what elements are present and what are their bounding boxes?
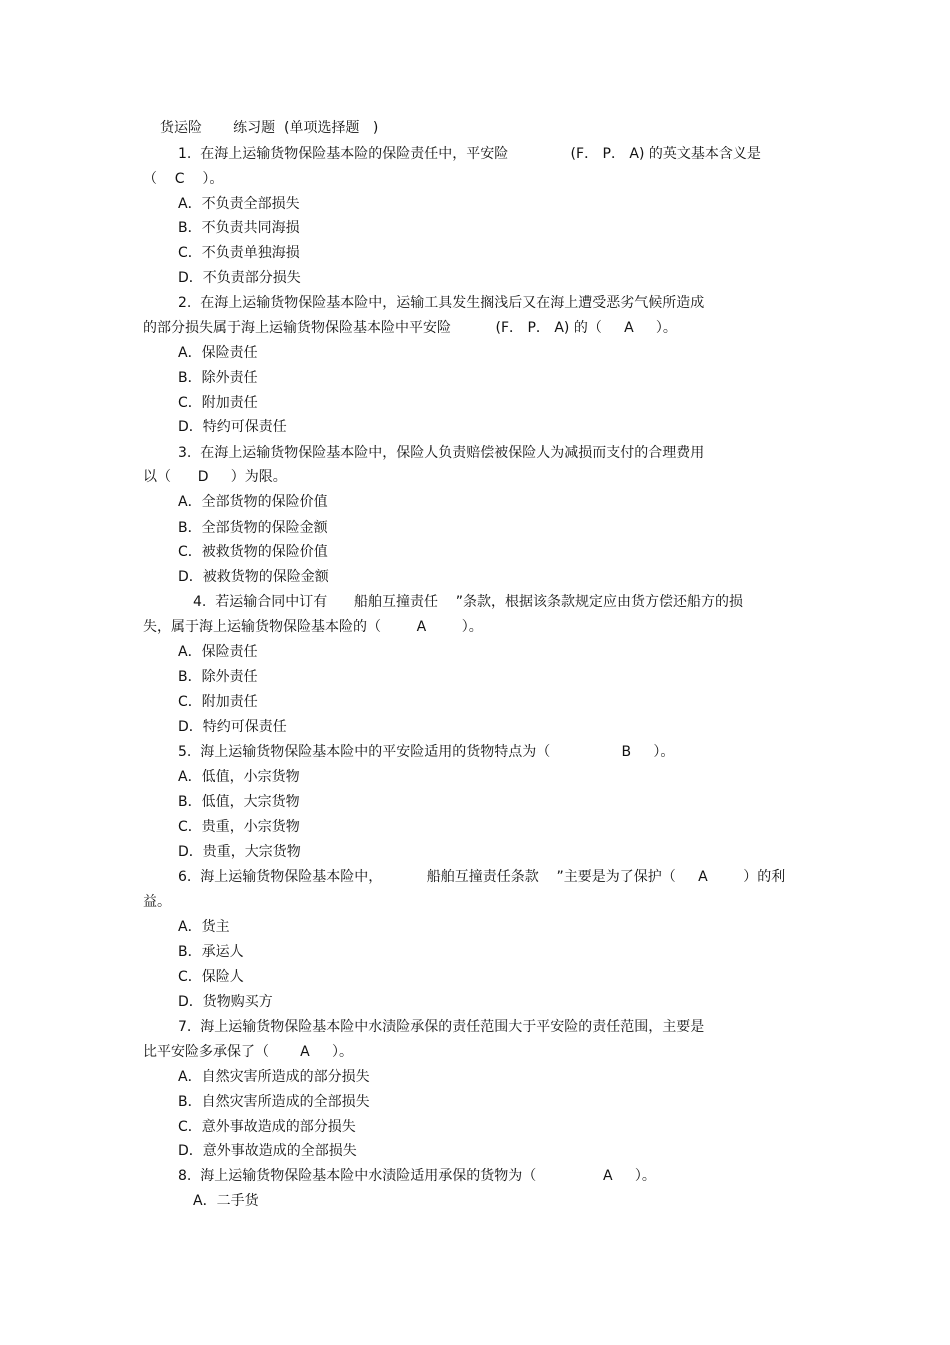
option: A．二手货 [193,1193,259,1209]
option: C．被救货物的保险价值 [178,544,328,560]
option: B．低值，大宗货物 [178,794,300,810]
option: A．货主 [178,919,230,935]
question-7-stem: 7. 海上运输货物保险基本险中水渍险承保的责任范围大于平安险的责任范围，主要是 [178,1019,705,1035]
question-1-stem-cont: （ C ）。 [143,171,224,187]
option: B．除外责任 [178,669,258,685]
question-2-stem-cont: 的部分损失属于海上运输货物保险基本险中平安险 (F． P． A) 的（ A ）。 [143,320,677,336]
option: C．不负责单独海损 [178,245,300,261]
question-2-stem: 2. 在海上运输货物保险基本险中，运输工具发生搁浅后又在海上遭受恶劣气候所造成 [178,295,705,311]
option: C．附加责任 [178,694,258,710]
option: A．全部货物的保险价值 [178,494,328,510]
option: A．保险责任 [178,345,258,361]
option: D．特约可保责任 [178,419,287,435]
option: B．承运人 [178,944,244,960]
option: D．意外事故造成的全部损失 [178,1143,357,1159]
option: D．特约可保责任 [178,719,287,735]
option: A．低值，小宗货物 [178,769,300,785]
option: A．自然灾害所造成的部分损失 [178,1069,370,1085]
document-title: 货运险 练习题 (单项选择题 ) [160,120,379,136]
question-3-stem: 3. 在海上运输货物保险基本险中，保险人负责赔偿被保险人为减损而支付的合理费用 [178,445,705,461]
option: D．货物购买方 [178,994,273,1010]
question-6-stem: 6. 海上运输货物保险基本险中， 船舶互撞责任条款 ”主要是为了保护（ A ）的利 [178,869,786,885]
question-7-stem-cont: 比平安险多承保了（ A ）。 [143,1044,353,1060]
option: B．自然灾害所造成的全部损失 [178,1094,370,1110]
option: B．除外责任 [178,370,258,386]
option: B．不负责共同海损 [178,220,300,236]
option: C．保险人 [178,969,244,985]
question-4-stem-cont: 失，属于海上运输货物保险基本险的（ A ）。 [143,619,483,635]
option: D．被救货物的保险金额 [178,569,329,585]
question-8-stem: 8. 海上运输货物保险基本险中水渍险适用承保的货物为（ A ）。 [178,1168,656,1184]
question-6-stem-cont: 益。 [143,894,171,910]
question-1-stem: 1. 在海上运输货物保险基本险的保险责任中，平安险 (F． P． A) 的英文基本含义是 [178,146,761,162]
option: C．意外事故造成的部分损失 [178,1119,356,1135]
question-5-stem: 5. 海上运输货物保险基本险中的平安险适用的货物特点为（ B ）。 [178,744,675,760]
question-3-stem-cont: 以（ D ）为限。 [143,469,287,485]
option: A．保险责任 [178,644,258,660]
option: D．不负责部分损失 [178,270,301,286]
option: A．不负责全部损失 [178,196,300,212]
option: D．贵重，大宗货物 [178,844,301,860]
question-4-stem: 4. 若运输合同中订有 船舶互撞责任 ”条款，根据该条款规定应由货方偿还船方的损 [193,594,744,610]
option: B．全部货物的保险金额 [178,520,328,536]
option: C．附加责任 [178,395,258,411]
option: C．贵重，小宗货物 [178,819,300,835]
